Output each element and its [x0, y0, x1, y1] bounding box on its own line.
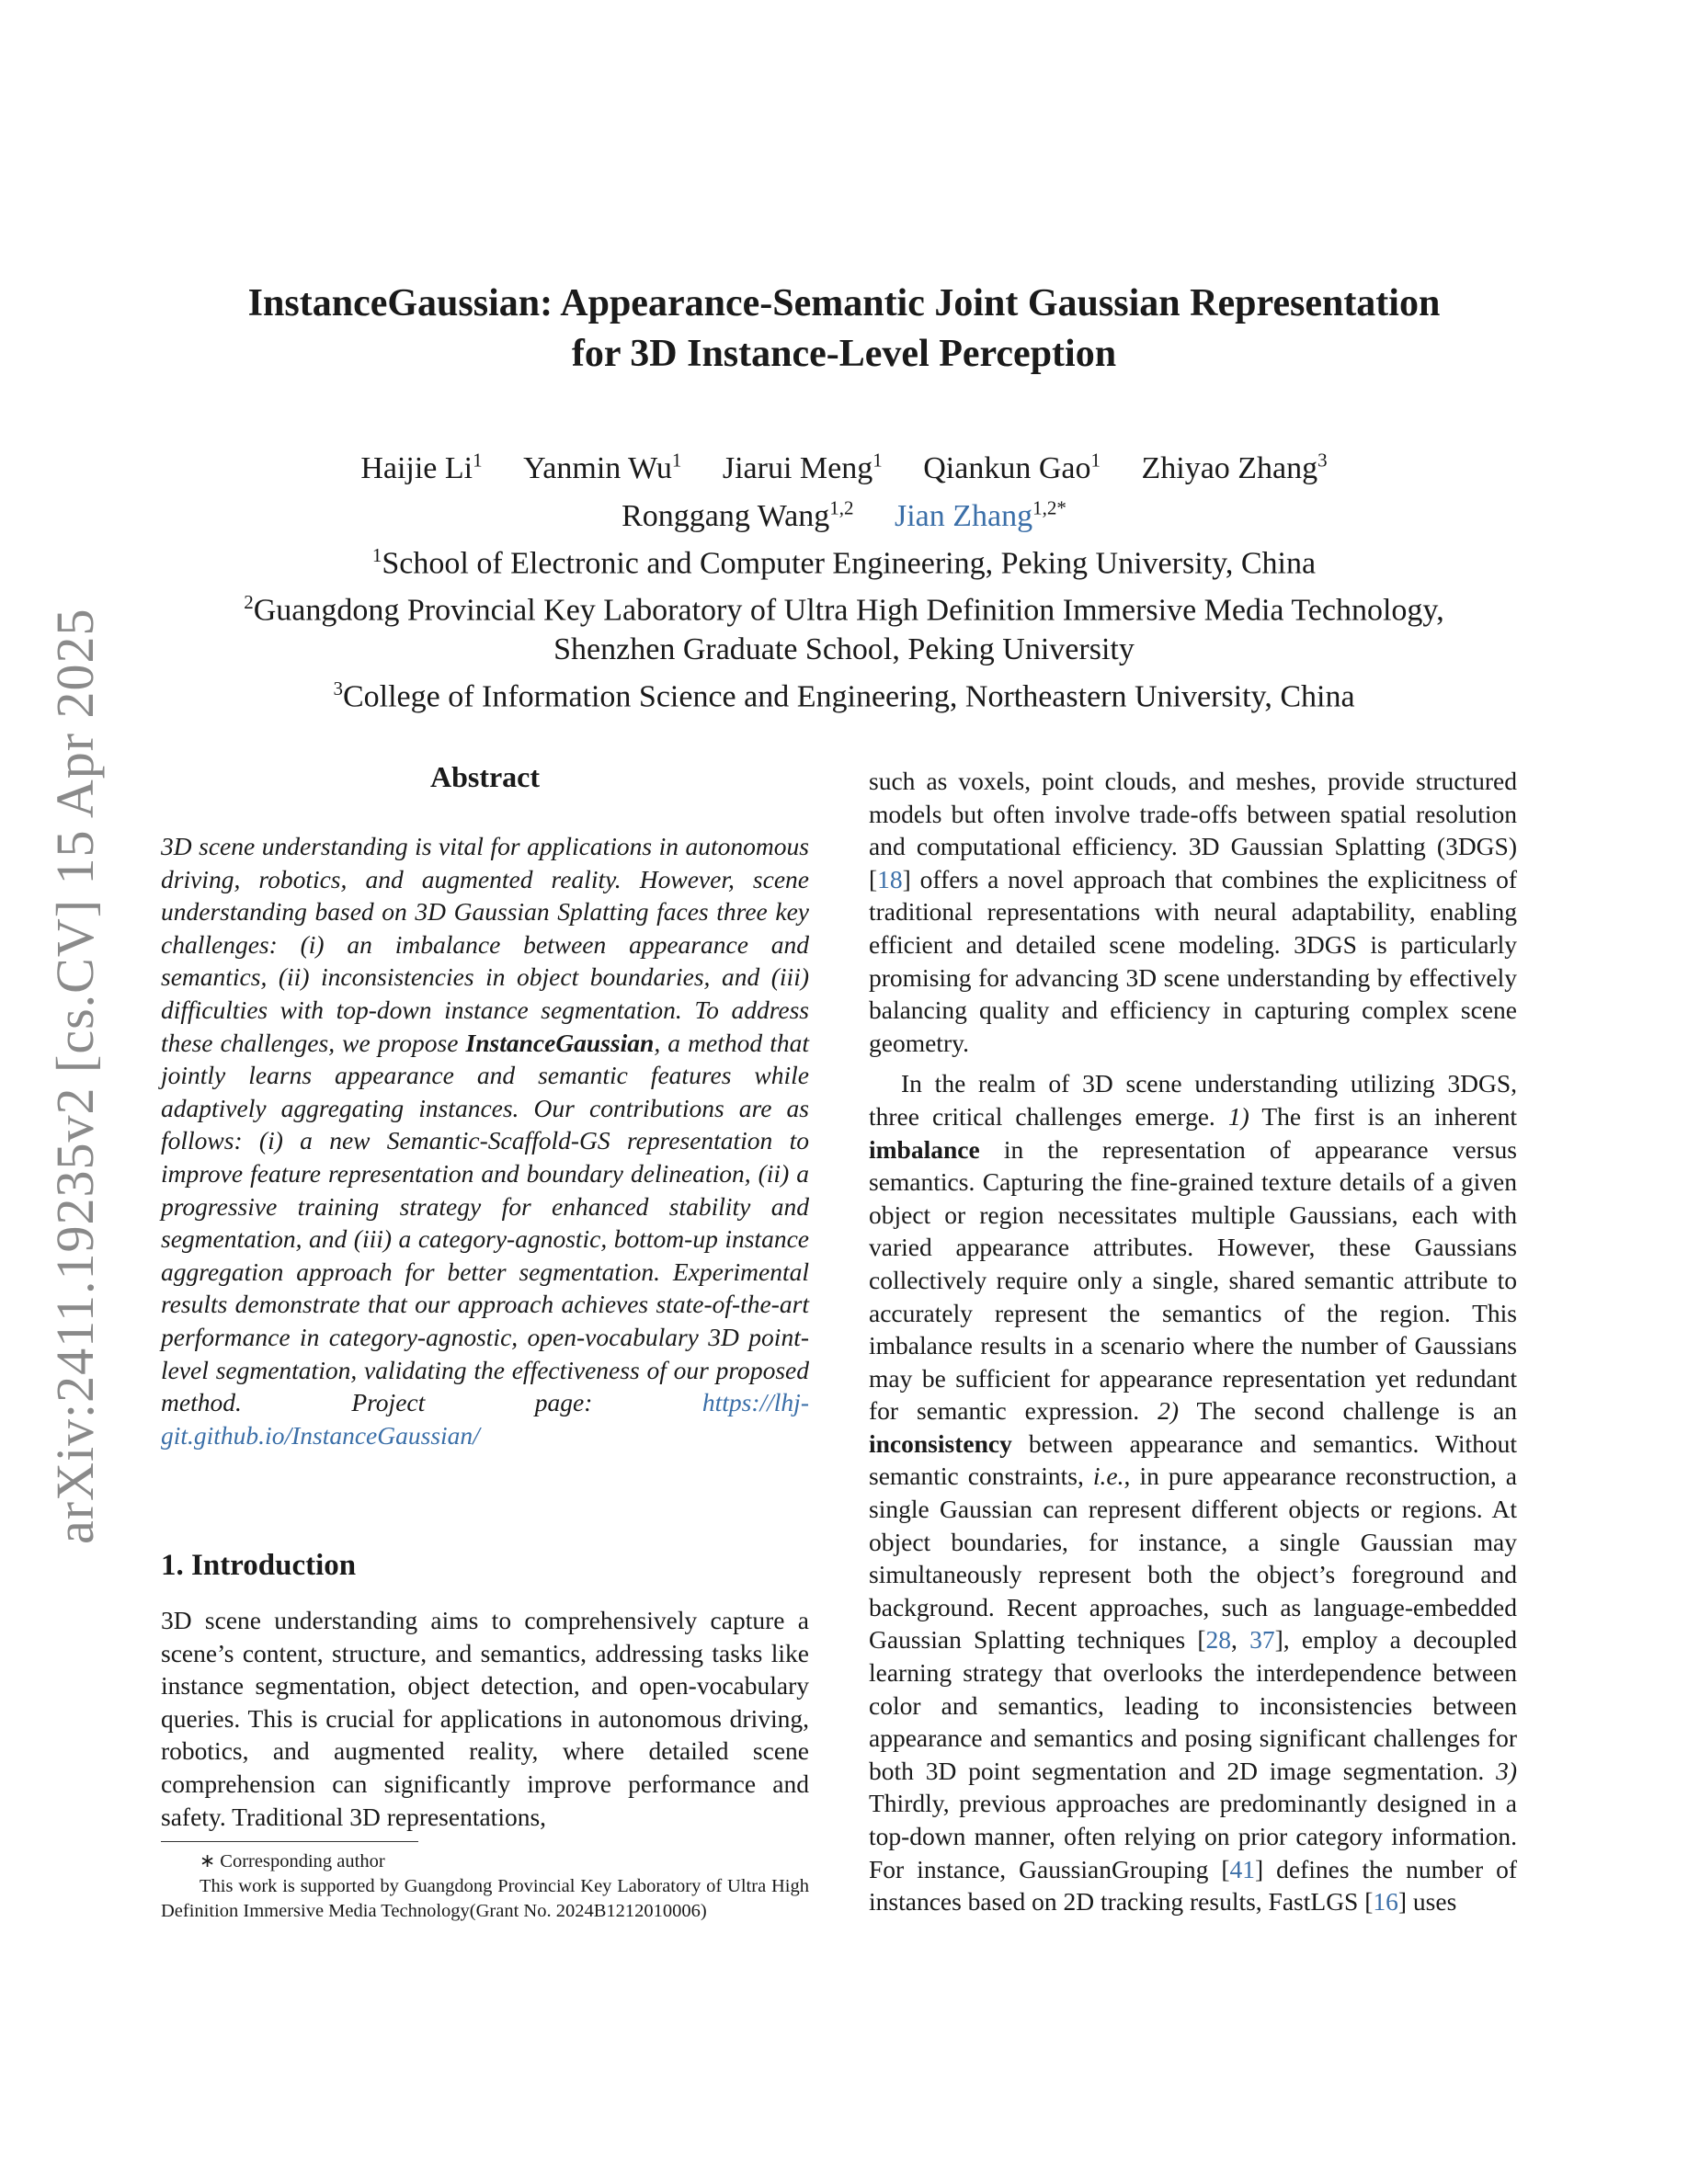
affiliation: Shenzhen Graduate School, Peking University	[553, 631, 1135, 666]
affiliation: $^2$Guangdong Provincial Key Laboratory of Ultra High Definition Immersive Media Technology,	[244, 591, 1444, 628]
citation-link[interactable]: 37	[1249, 1625, 1275, 1655]
arxiv-stamp: arXiv:2411.19235v2 [cs.CV] 15 Apr 2025	[45, 608, 105, 1544]
project-page-link[interactable]: https://lhj-git.github.io/InstanceGaussian/	[161, 1388, 809, 1450]
footnote-funding: This work is supported by Guangdong Provincial Key Laboratory of Ultra High Definition Immersive Media Technology(Grant No. 2024B1212010006)	[161, 1876, 809, 1921]
citation-link[interactable]: 41	[1229, 1854, 1255, 1883]
abstract-text: 3D scene understanding is vital for applications in autonomous driving, robotics, and augmented reality. However, scene understanding based on 3D Gaussian Splatting faces three key challenges: (i) an imbalance between appearance and semantics, (ii) inconsistencies in object boundaries, and (iii) difficulties with top-down instance segmentation. To address these challenges, we propose InstanceGaussian, a method that jointly learns appearance and semantic features while adaptively aggregating instances. Our contributions are as follows: (i) a new Semantic-Scaffold-GS representation to improve feature representation and boundary delineation, (ii) a progressive training strategy for enhanced stability and segmentation, and (iii) a category-agnostic, bottom-up instance aggregation approach for better segmentation. Experimental results demonstrate that our approach achieves state-of-the-art performance in category-agnostic, open-vocabulary 3D point-level segmentation, validating the effectiveness of our proposed method. Project page: https://lhj-git.github.io/InstanceGaussian/	[161, 832, 809, 1450]
title-line-2: for 3D Instance-Level Perception	[571, 333, 1117, 375]
footnote-divider	[161, 1841, 418, 1842]
author-list	[138, 441, 1550, 536]
author: Zhiyao Zhang$^3$	[1141, 449, 1328, 486]
citation-link[interactable]: 28	[1205, 1625, 1232, 1655]
author: Haijie Li$^1$	[360, 449, 483, 486]
author-row-1	[138, 441, 1550, 488]
paper-title	[138, 279, 1550, 380]
author: Ronggang Wang$^{1,2}$	[622, 496, 854, 533]
affiliation: $^1$School of Electronic and Computer Engineering, Peking University, China	[371, 544, 1317, 581]
footnote-corresponding: ∗ Corresponding author	[200, 1851, 385, 1871]
section-heading-introduction: 1. Introduction	[161, 1549, 357, 1582]
author: Qiankun Gao$^1$	[923, 449, 1101, 486]
author-link[interactable]: Jian Zhang$^{1,2*}$	[894, 496, 1066, 533]
title-line-1: InstanceGaussian: Appearance-Semantic Joint Gaussian Representation	[247, 282, 1441, 324]
introduction-text: 3D scene understanding aims to comprehensively capture a scene’s content, structure, and semantics, addressing tasks like instance segmentation, object detection, and open-vocabulary queries. This is crucial for applications in autonomous driving, robotics, and augmented reality, where detailed scene comprehension can significantly improve performance and safety. Traditional 3D representations,	[161, 1606, 809, 1831]
affiliations	[138, 536, 1550, 716]
paragraph: such as voxels, point clouds, and meshes, provide structured models but often involve trade-offs between spatial resolution and computational efficiency. 3D Gaussian Splatting (3DGS) [18] offers a novel approach that combines the explicitness of traditional representations with neural adaptability, enabling efficient and detailed scene modeling. 3DGS is particularly promising for advancing 3D scene understanding by effectively balancing quality and efficiency in capturing complex scene geometry.	[869, 767, 1517, 1057]
author: Yanmin Wu$^1$	[523, 449, 682, 486]
right-column-text	[869, 765, 1517, 1918]
abstract-heading: Abstract	[429, 760, 541, 793]
citation-link[interactable]: 18	[877, 864, 903, 893]
footnotes	[161, 1849, 809, 1924]
affiliation: $^3$College of Information Science and Engineering, Northeastern University, China	[333, 677, 1355, 713]
author-row-2	[138, 488, 1550, 535]
paragraph: In the realm of 3D scene understanding utilizing 3DGS, three critical challenges emerge. 1) The first is an inherent imbalance in the representation of appearance versus semantics. Capturing the fine-grained texture details of a given object or region necessitates multiple Gaussians, each with varied appearance attributes. However, these Gaussians collectively require only a single, shared semantic attribute to accurately represent the semantics of the region. This imbalance results in a scenario where the number of Gaussians may be sufficient for appearance representation yet redundant for semantic expression. 2) The second challenge is an inconsistency between appearance and semantics. Without semantic constraints, i.e., in pure appearance reconstruction, a single Gaussian can represent different objects or regions. At object boundaries, for instance, a single Gaussian may simultaneously represent both the object’s foreground and background. Recent approaches, such as language-embedded Gaussian Splatting techniques [28, 37], employ a decoupled learning strategy that overlooks the interdependence between color and semantics, leading to inconsistencies between appearance and semantics and posing significant challenges for both 3D point segmentation and 2D image segmentation. 3) Thirdly, previous approaches are predominantly designed in a top-down manner, often relying on prior category information. For instance, GaussianGrouping [41] defines the number of instances based on 2D tracking results, FastLGS [16] uses	[869, 1069, 1518, 1917]
citation-link[interactable]: 16	[1373, 1887, 1398, 1917]
author: Jiarui Meng$^1$	[722, 449, 883, 486]
